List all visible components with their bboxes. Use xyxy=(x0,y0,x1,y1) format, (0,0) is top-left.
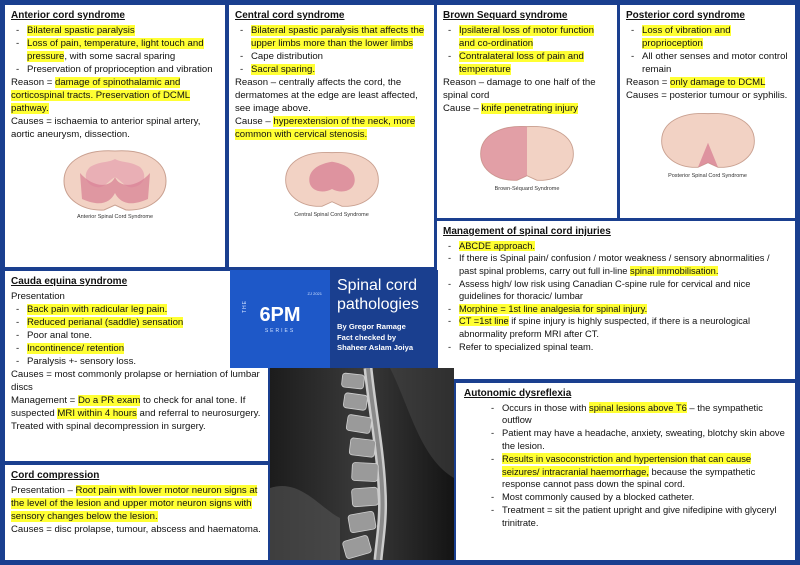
cauda-equina-box xyxy=(5,271,268,461)
list-item: - Cape distribution xyxy=(251,50,428,63)
central-cord-box xyxy=(229,5,434,267)
anterior-list xyxy=(11,24,219,76)
series-banner xyxy=(230,270,330,368)
banner-brand: 6PM xyxy=(259,304,301,326)
list-item: - Incontinence/ retention xyxy=(27,342,262,355)
author-credits xyxy=(337,322,431,353)
list-item: - Most commonly caused by a blocked catheter. xyxy=(502,491,789,504)
posterior-title: Posterior cord syndrome xyxy=(626,10,745,21)
anterior-title: Anterior cord syndrome xyxy=(11,10,125,21)
brown-list xyxy=(443,24,611,76)
list-item: - Loss of vibration and proprioception xyxy=(642,24,789,50)
cauda-list xyxy=(11,303,262,368)
brown-cause: Cause – knife penetrating injury xyxy=(443,102,578,114)
list-item: - All other senses and motor control remain xyxy=(642,50,789,76)
list-item: - Assess high/ low risk using Canadian C-spine rule for cervical and nice guidelines for thoracic/ lumbar xyxy=(459,278,789,303)
list-item: - Reduced perianal (saddle) sensation xyxy=(27,316,262,329)
brown-reason: Reason – damage to one half of the spinal cord xyxy=(443,76,596,101)
cauda-presentation: Presentation xyxy=(11,290,65,302)
posterior-caption: Posterior Spinal Cord Syndrome xyxy=(668,172,747,179)
list-item: - Loss of pain, temperature, light touch and pressure, with some sacral sparing xyxy=(27,37,219,63)
author: By Gregor Ramage xyxy=(337,322,406,332)
posterior-cord-box xyxy=(620,5,795,218)
central-caption: Central Spinal Cord Syndrome xyxy=(294,212,369,219)
title-panel xyxy=(330,270,438,368)
posterior-list xyxy=(626,24,789,76)
list-item: - Ipsilateral loss of motor function and co-ordination xyxy=(459,24,611,50)
cauda-causes: Causes = most commonly prolapse or herniation of lumbar discs xyxy=(11,368,260,393)
compression-title: Cord compression xyxy=(11,470,100,481)
page-title: Spinal cord pathologies xyxy=(337,277,419,314)
posterior-causes: Causes = posterior tumour or syphilis. xyxy=(626,89,788,101)
list-item: - If there is Spinal pain/ confusion / motor weakness / sensory abnormalities / past spinal problems, carry out full in-line spinal immobilisation. xyxy=(459,252,789,277)
list-item: - Treatment = sit the patient upright and give nifedipine with glyceryl trinitrate. xyxy=(502,504,789,530)
posterior-reason: Reason = only damage to DCML xyxy=(626,76,766,88)
list-item: - Sacral sparing. xyxy=(251,63,428,76)
central-cord-diagram xyxy=(282,147,382,211)
brown-title: Brown Sequard syndrome xyxy=(443,10,568,21)
cauda-title: Cauda equina syndrome xyxy=(11,276,128,287)
management-box xyxy=(437,221,795,379)
cord-compression-box xyxy=(5,465,268,560)
brown-caption: Brown-Séquard Syndrome xyxy=(494,185,560,192)
cauda-management: Management = Do a PR exam to check for anal tone. If suspected MRI within 4 hours and referral to neurosurgery. Treated with spinal decompression in surgery. xyxy=(11,394,261,433)
compression-causes: Causes = disc prolapse, tumour, abscess and haematoma. xyxy=(11,523,261,535)
anterior-causes: Causes = ischaemia to anterior spinal artery, aortic aneurysm, dissection. xyxy=(11,115,201,140)
list-item: - ABCDE approach. xyxy=(459,240,789,253)
mri-illustration xyxy=(270,368,454,560)
list-item: - Bilateral spastic paralysis xyxy=(27,24,219,37)
fact-check-label: Fact checked by xyxy=(337,332,397,342)
list-item: - Refer to specialized spinal team. xyxy=(459,341,789,354)
list-item: - Poor anal tone. xyxy=(27,329,262,342)
fact-checker: Shaheer Aslam Joiya xyxy=(337,342,414,352)
list-item: - Occurs in those with spinal lesions above T6 – the sympathetic outflow xyxy=(502,402,789,428)
central-cause: Cause – hyperextension of the neck, more common with cervical stenosis. xyxy=(235,115,416,140)
posterior-cord-diagram xyxy=(658,108,758,172)
management-title: Management of spinal cord injuries xyxy=(443,226,611,237)
anterior-caption: Anterior Spinal Cord Syndrome xyxy=(76,214,154,221)
list-item: - Back pain with radicular leg pain. xyxy=(27,303,262,316)
list-item: - Paralysis +- sensory loss. xyxy=(27,355,262,368)
compression-presentation: Presentation – Root pain with lower motor neuron signs at the level of the lesion and upper motor neuron signs with sensory changes below the lesion. xyxy=(11,484,258,522)
autonomic-list xyxy=(464,402,789,530)
central-reason: Reason – centrally affects the cord, the dermatomes at the edge are least affected, see image above. xyxy=(235,76,418,114)
banner-tag: ZJ 2021 xyxy=(307,291,322,296)
brown-cord-diagram xyxy=(477,121,577,185)
autonomic-dysreflexia-box xyxy=(456,383,795,560)
central-title: Central cord syndrome xyxy=(235,10,345,21)
list-item: - Bilateral spastic paralysis that affects the upper limbs more than the lower limbs xyxy=(251,24,428,50)
anterior-cord-diagram xyxy=(60,147,170,213)
management-list xyxy=(443,240,789,354)
list-item: - Results in vasoconstriction and hypertension that can cause seizures/ intracranial haemorrhage, because the sympathetic response cannot pass down the spinal cord. xyxy=(502,453,789,491)
anterior-reason: Reason = damage of spinothalamic and corticospinal tracts. Preservation of DCML pathway. xyxy=(11,76,191,114)
banner-side-text: THE xyxy=(242,300,248,313)
list-item: - Contralateral loss of pain and temperature xyxy=(459,50,611,76)
list-item: - Morphine = 1st line analgesia for spinal injury. xyxy=(459,303,789,316)
spine-mri-image xyxy=(270,368,454,560)
central-list xyxy=(235,24,428,76)
anterior-cord-box xyxy=(5,5,225,267)
list-item: - Preservation of proprioception and vibration xyxy=(27,63,219,76)
list-item: - Patient may have a headache, anxiety, sweating, blotchy skin above the lesion. xyxy=(502,427,789,453)
list-item: - CT =1st line if spine injury is highly suspected, if there is a neurological abnormality preform MRI after CT. xyxy=(459,315,789,340)
banner-series: SERIES xyxy=(264,328,296,334)
brown-sequard-box xyxy=(437,5,617,218)
autonomic-title: Autonomic dysreflexia xyxy=(464,388,572,399)
